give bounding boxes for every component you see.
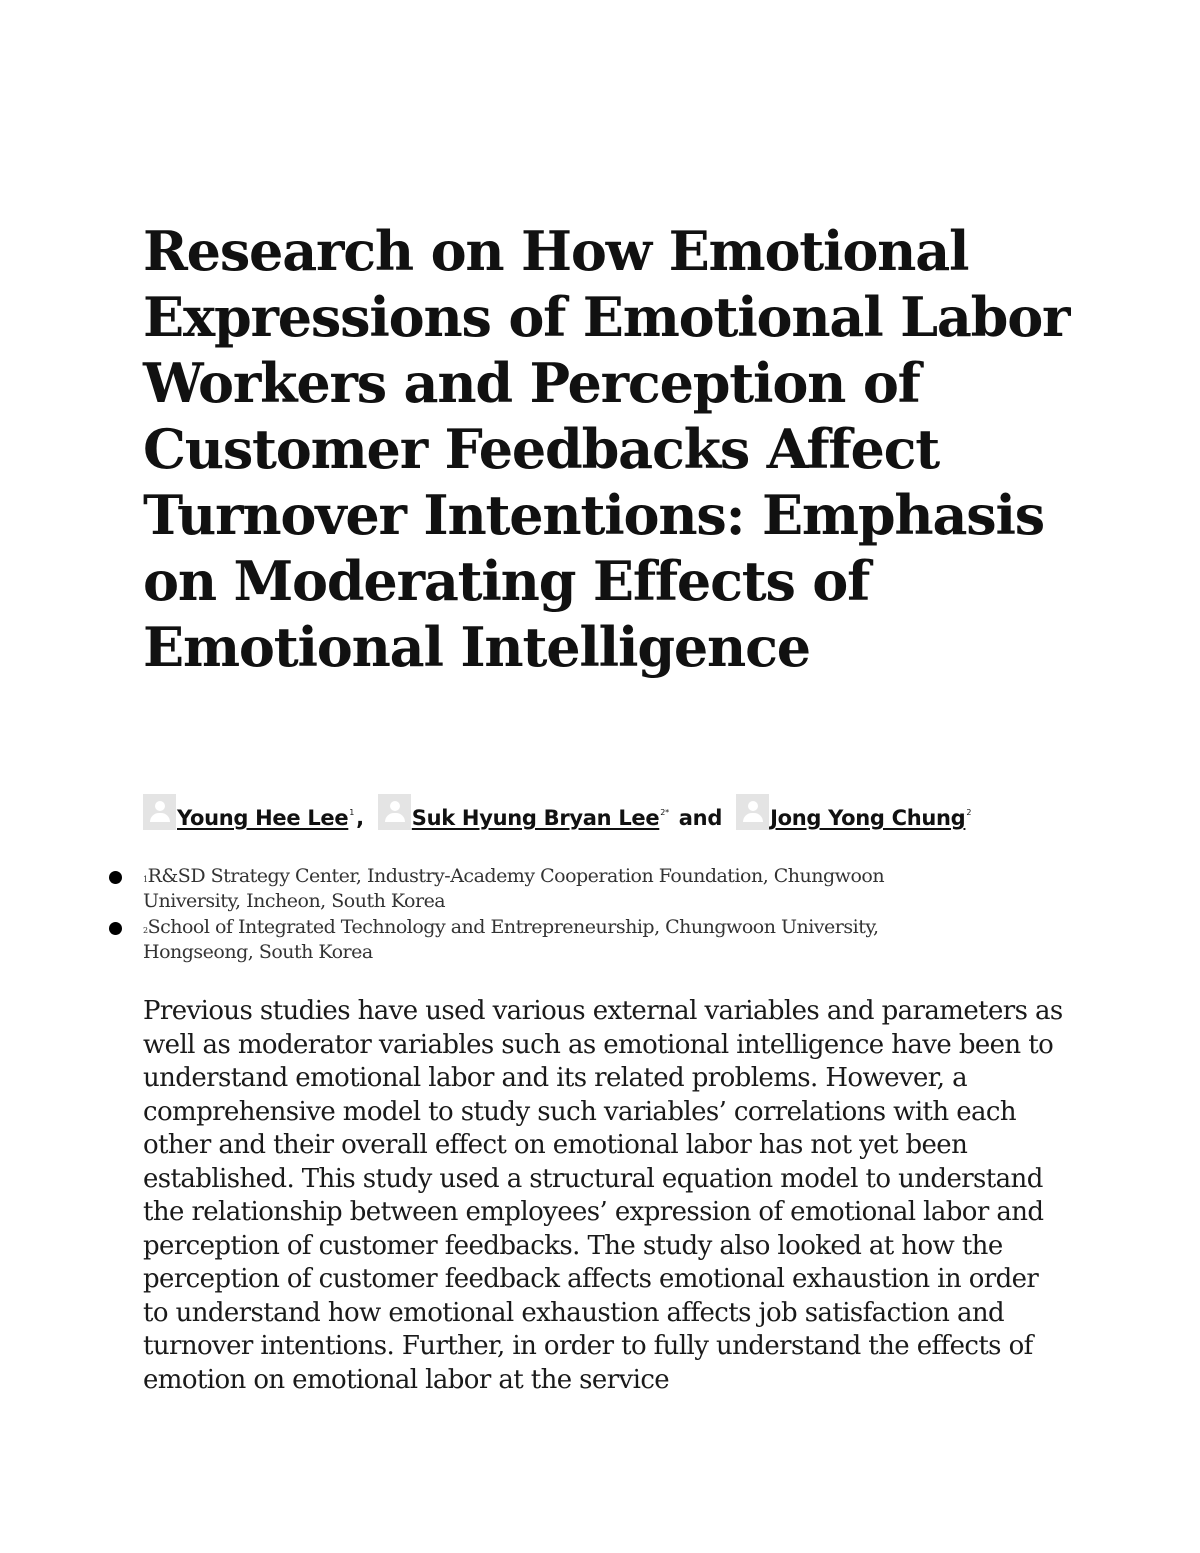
avatar-icon bbox=[378, 794, 411, 830]
abstract-text: Previous studies have used various external variables and parameters as well as moderator variables such as emotional intelligence have been to understand emotional labor and its related problems. However, a comprehensive model to study such variables’ correlations with each other and their overall effect on emotional labor has not yet been established. This study used a structural equation model to understand the relationship between employees’ expression of emotional labor and perception of customer feedbacks. The study also looked at how the perception of customer feedback affects emotional exhaustion in order to understand how emotional exhaustion affects job satisfaction and turnover intentions. Further, in order to fully understand the effects of emotion on emotional labor at the service bbox=[143, 996, 1063, 1395]
affiliation-superscript: 2 bbox=[143, 926, 148, 935]
author-item bbox=[736, 794, 971, 830]
author-superscript: 1 bbox=[349, 808, 355, 817]
author-list bbox=[143, 794, 1143, 838]
affiliation-text: School of Integrated Technology and Entrepreneurship, Chungwoon University, Hongseong, South Korea bbox=[143, 916, 879, 963]
affiliation-item bbox=[0, 915, 943, 965]
affiliation-list bbox=[0, 864, 1200, 966]
affiliation-item bbox=[0, 864, 943, 914]
bullet-icon bbox=[109, 922, 122, 935]
author-separator: , bbox=[356, 806, 364, 830]
author-link[interactable]: Jong Yong Chung bbox=[770, 806, 966, 830]
author-link[interactable]: Suk Hyung Bryan Lee bbox=[411, 806, 660, 830]
author-item bbox=[143, 794, 354, 830]
avatar-icon bbox=[736, 794, 769, 830]
author-link[interactable]: Young Hee Lee bbox=[177, 806, 349, 830]
affiliation-text: R&SD Strategy Center, Industry-Academy Cooperation Foundation, Chungwoon University, Incheon, South Korea bbox=[143, 865, 885, 912]
author-superscript: 2 bbox=[966, 808, 972, 817]
author-superscript: 2* bbox=[660, 808, 669, 817]
author-separator: and bbox=[678, 806, 723, 830]
bullet-icon bbox=[109, 871, 122, 884]
author-item bbox=[378, 794, 669, 830]
avatar-icon bbox=[143, 794, 176, 830]
affiliation-superscript: 1 bbox=[143, 875, 148, 884]
article-title: Research on How Emotional Expressions of Emotional Labor Workers and Perception of Customer Feedbacks Affect Turnover Intentions: Emphasis on Moderating Effects of Emotional Intelligence bbox=[143, 219, 1070, 679]
